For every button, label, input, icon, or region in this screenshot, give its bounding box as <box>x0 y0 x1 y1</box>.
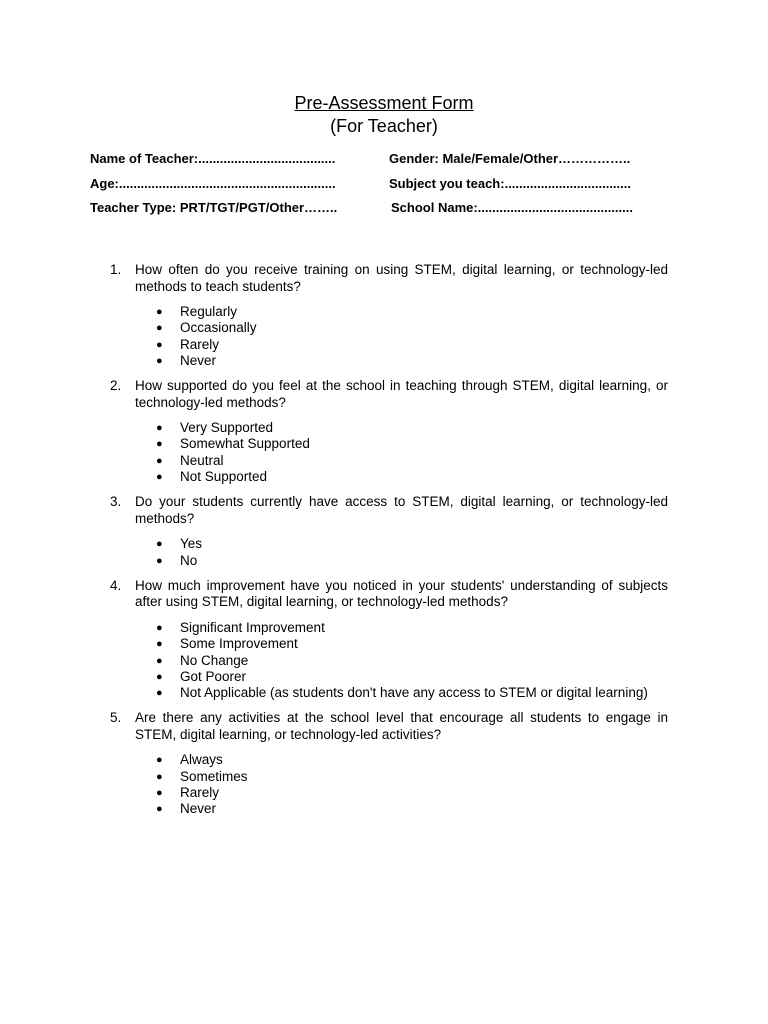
bullet-icon: ● <box>156 621 163 634</box>
form-header <box>0 92 768 138</box>
form-title: Pre-Assessment Form <box>294 93 474 113</box>
answer-option[interactable] <box>156 336 668 353</box>
answer-option[interactable] <box>156 552 668 569</box>
option-label: Rarely <box>180 336 220 352</box>
question-text: How much improvement have you noticed in your students' understanding of subjects after using STEM, digital learning, or technology-led methods? <box>135 577 668 610</box>
option-list <box>110 752 668 817</box>
bullet-icon: ● <box>156 770 163 783</box>
answer-option[interactable] <box>156 768 668 785</box>
school-name-field[interactable]: School Name:........................................... <box>391 200 633 215</box>
answer-option[interactable] <box>156 785 668 801</box>
option-label: Occasionally <box>180 320 257 336</box>
bullet-icon: ● <box>156 754 163 767</box>
question-list <box>110 262 668 827</box>
bullet-icon: ● <box>156 538 163 551</box>
bullet-icon: ● <box>156 670 163 683</box>
question-2 <box>110 378 668 485</box>
question-text: Are there any activities at the school level that encourage all students to engage in STEM, digital learning, or technology-led activities? <box>135 710 668 742</box>
option-label: Rarely <box>180 785 220 801</box>
teacher-type-field[interactable]: Teacher Type: PRT/TGT/PGT/Other…….. <box>90 200 338 215</box>
answer-option[interactable] <box>156 320 668 336</box>
age-field[interactable]: Age:............................................................ <box>90 176 336 191</box>
question-text: Do your students currently have access to STEM, digital learning, or technology-led methods? <box>135 494 668 526</box>
answer-option[interactable] <box>156 469 668 485</box>
question-3 <box>110 494 668 569</box>
answer-option[interactable] <box>156 352 668 369</box>
bullet-icon: ● <box>156 654 163 667</box>
answer-option[interactable] <box>156 436 668 452</box>
bullet-icon: ● <box>156 638 163 651</box>
option-label: Significant Improvement <box>180 619 325 635</box>
answer-option[interactable] <box>156 304 668 320</box>
form-subtitle: (For Teacher) <box>330 116 438 136</box>
question-text: How often do you receive training on using STEM, digital learning, or technology-led methods to teach students? <box>135 262 668 294</box>
question-number: 4. <box>110 577 122 593</box>
answer-option[interactable] <box>156 452 668 469</box>
option-label: Not Applicable (as students don't have any access to STEM or digital learning) <box>180 685 648 701</box>
option-label: Sometimes <box>180 768 248 784</box>
question-number: 3. <box>110 494 122 510</box>
bullet-icon: ● <box>156 354 163 367</box>
option-list <box>110 620 668 701</box>
answer-option[interactable] <box>156 619 668 636</box>
option-label: No <box>180 552 198 568</box>
answer-option[interactable] <box>156 420 668 436</box>
option-label: Always <box>180 752 223 768</box>
option-list <box>110 420 668 485</box>
question-number: 5. <box>110 710 122 726</box>
question-1 <box>110 262 668 369</box>
option-label: Somewhat Supported <box>180 436 310 452</box>
answer-option[interactable] <box>156 536 668 552</box>
option-label: Yes <box>180 536 203 552</box>
option-label: No Change <box>180 652 249 668</box>
bullet-icon: ● <box>156 322 163 335</box>
option-label: Got Poorer <box>180 668 247 684</box>
answer-option[interactable] <box>156 636 668 652</box>
bullet-icon: ● <box>156 554 163 567</box>
question-5 <box>110 710 668 817</box>
bullet-icon: ● <box>156 306 163 318</box>
answer-option[interactable] <box>156 752 668 768</box>
option-label: Not Supported <box>180 469 268 485</box>
question-number: 1. <box>110 262 122 277</box>
bullet-icon: ● <box>156 803 163 816</box>
question-text: How supported do you feel at the school in teaching through STEM, digital learning, or technology-led methods? <box>135 378 668 410</box>
answer-option[interactable] <box>156 801 668 817</box>
name-of-teacher-field[interactable]: Name of Teacher:...................................... <box>90 151 336 166</box>
option-label: Never <box>180 801 217 817</box>
option-label: Very Supported <box>180 420 274 436</box>
bullet-icon: ● <box>156 687 163 700</box>
option-label: Some Improvement <box>180 636 298 652</box>
question-4 <box>110 578 668 701</box>
bullet-icon: ● <box>156 787 163 800</box>
bullet-icon: ● <box>156 338 163 351</box>
option-label: Neutral <box>180 452 224 468</box>
option-list <box>110 304 668 369</box>
bullet-icon: ● <box>156 471 163 484</box>
answer-option[interactable] <box>156 668 668 685</box>
bullet-icon: ● <box>156 438 163 451</box>
question-number: 2. <box>110 378 122 394</box>
option-label: Regularly <box>180 304 238 319</box>
gender-field[interactable]: Gender: Male/Female/Other…………….. <box>389 151 631 166</box>
answer-option[interactable] <box>156 652 668 669</box>
bullet-icon: ● <box>156 454 163 467</box>
option-label: Never <box>180 352 217 368</box>
bullet-icon: ● <box>156 422 163 435</box>
subject-field[interactable]: Subject you teach:................................... <box>389 176 631 191</box>
answer-option[interactable] <box>156 685 668 701</box>
option-list <box>110 536 668 569</box>
